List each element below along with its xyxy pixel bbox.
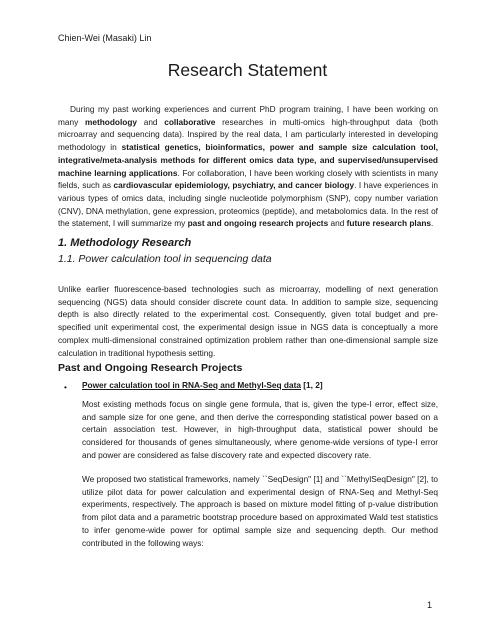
intro-text-run: . I have experiences in various types of omics data, including single nucleotide polymorphism (SNP), copy number variation (CNV), DNA methylation, gene expression, proteomics (peptide), and metabolomics data. In the rest of the statement, I will summarize my bbox=[58, 180, 438, 229]
intro-text-run: and bbox=[137, 116, 165, 127]
header-author: Chien-Wei (Masaki) Lin bbox=[58, 33, 152, 43]
intro-bold-run: statistical genetics, bioinformatics, power and sample size calculation tool, integrative/meta-analysis methods for different omics data type, and supervised/unsupervised machine learning applications bbox=[58, 142, 439, 178]
subsection-heading: 1.1. Power calculation tool in sequencing data bbox=[58, 253, 272, 265]
intro-bold-run: methodology bbox=[84, 116, 138, 127]
intro-bold-run: future research plans bbox=[346, 218, 432, 229]
bullet-item-title bbox=[82, 380, 323, 390]
project-paragraph-1: Most existing methods focus on single gene formula, that is, given the type-I error, effect size, and sample size for one gene, and then derive the corresponding statistical power based on a certain association test. However, in high-throughput data, statistical power should be considered for thousands of genes simultaneously, where genome-wide versions of type-I error and power are considered as false discovery rate and expected discovery rate. bbox=[82, 399, 438, 460]
bullet-item-refs: [1, 2] bbox=[300, 380, 323, 390]
intro-bold-run: past and ongoing research projects bbox=[187, 218, 329, 229]
intro-paragraph bbox=[58, 103, 438, 230]
bullet-item-title-underlined: Power calculation tool in RNA-Seq and Methyl-Seq data bbox=[82, 380, 301, 390]
section-paragraph: Unlike earlier fluorescence-based technologies such as microarray, modelling of next generation sequencing (NGS) data should consider discrete count data. In addition to sample size, sequencing depth is also directly related to the experimental cost. Consequently, given total budget and pre-specified unit experimental cost, the experimental design issue in NGS data is conceptually a more complex multi-dimensional constrained optimization problem rather than one-dimensional sample size calculation in traditional hypothesis setting. bbox=[58, 284, 438, 358]
bullet-icon: • bbox=[64, 382, 67, 392]
intro-text-run: researches in multi-omics high-throughput data (both microarray and sequencing data). Inspired by the real data, I am particularly interested in developing methodology in bbox=[58, 116, 438, 153]
intro-bold-run: collaborative bbox=[164, 116, 216, 127]
intro-text-run: During my past working experiences and current PhD program training, I have been working on many bbox=[58, 104, 438, 127]
project-paragraph-2: We proposed two statistical frameworks, namely ``SeqDesign" [1] and ``MethylSeqDesign" [2], to utilize pilot data for power calculation and experimental design of RNA-Seq and Methyl-Seq experiments, respectively. The approach is based on mixture model fitting of p-value distribution from pilot data and a parametric bootstrap procedure based on approximated Wald test statistics to infer genome-wide power for optimal sample size and sequencing depth. Our method contributed in the following ways: bbox=[82, 474, 438, 548]
intro-text-run: and bbox=[328, 218, 347, 229]
page-number: 1 bbox=[427, 600, 433, 610]
intro-bold-run: cardiovascular epidemiology, psychiatry, and cancer biology bbox=[113, 180, 355, 191]
intro-text-run: . bbox=[431, 218, 434, 229]
document-title: Research Statement bbox=[167, 60, 328, 80]
intro-text-run: . For collaboration, I have been working closely with scientists in many fields, such as bbox=[58, 167, 438, 191]
section-heading: 1. Methodology Research bbox=[58, 237, 192, 249]
projects-heading: Past and Ongoing Research Projects bbox=[58, 362, 243, 374]
